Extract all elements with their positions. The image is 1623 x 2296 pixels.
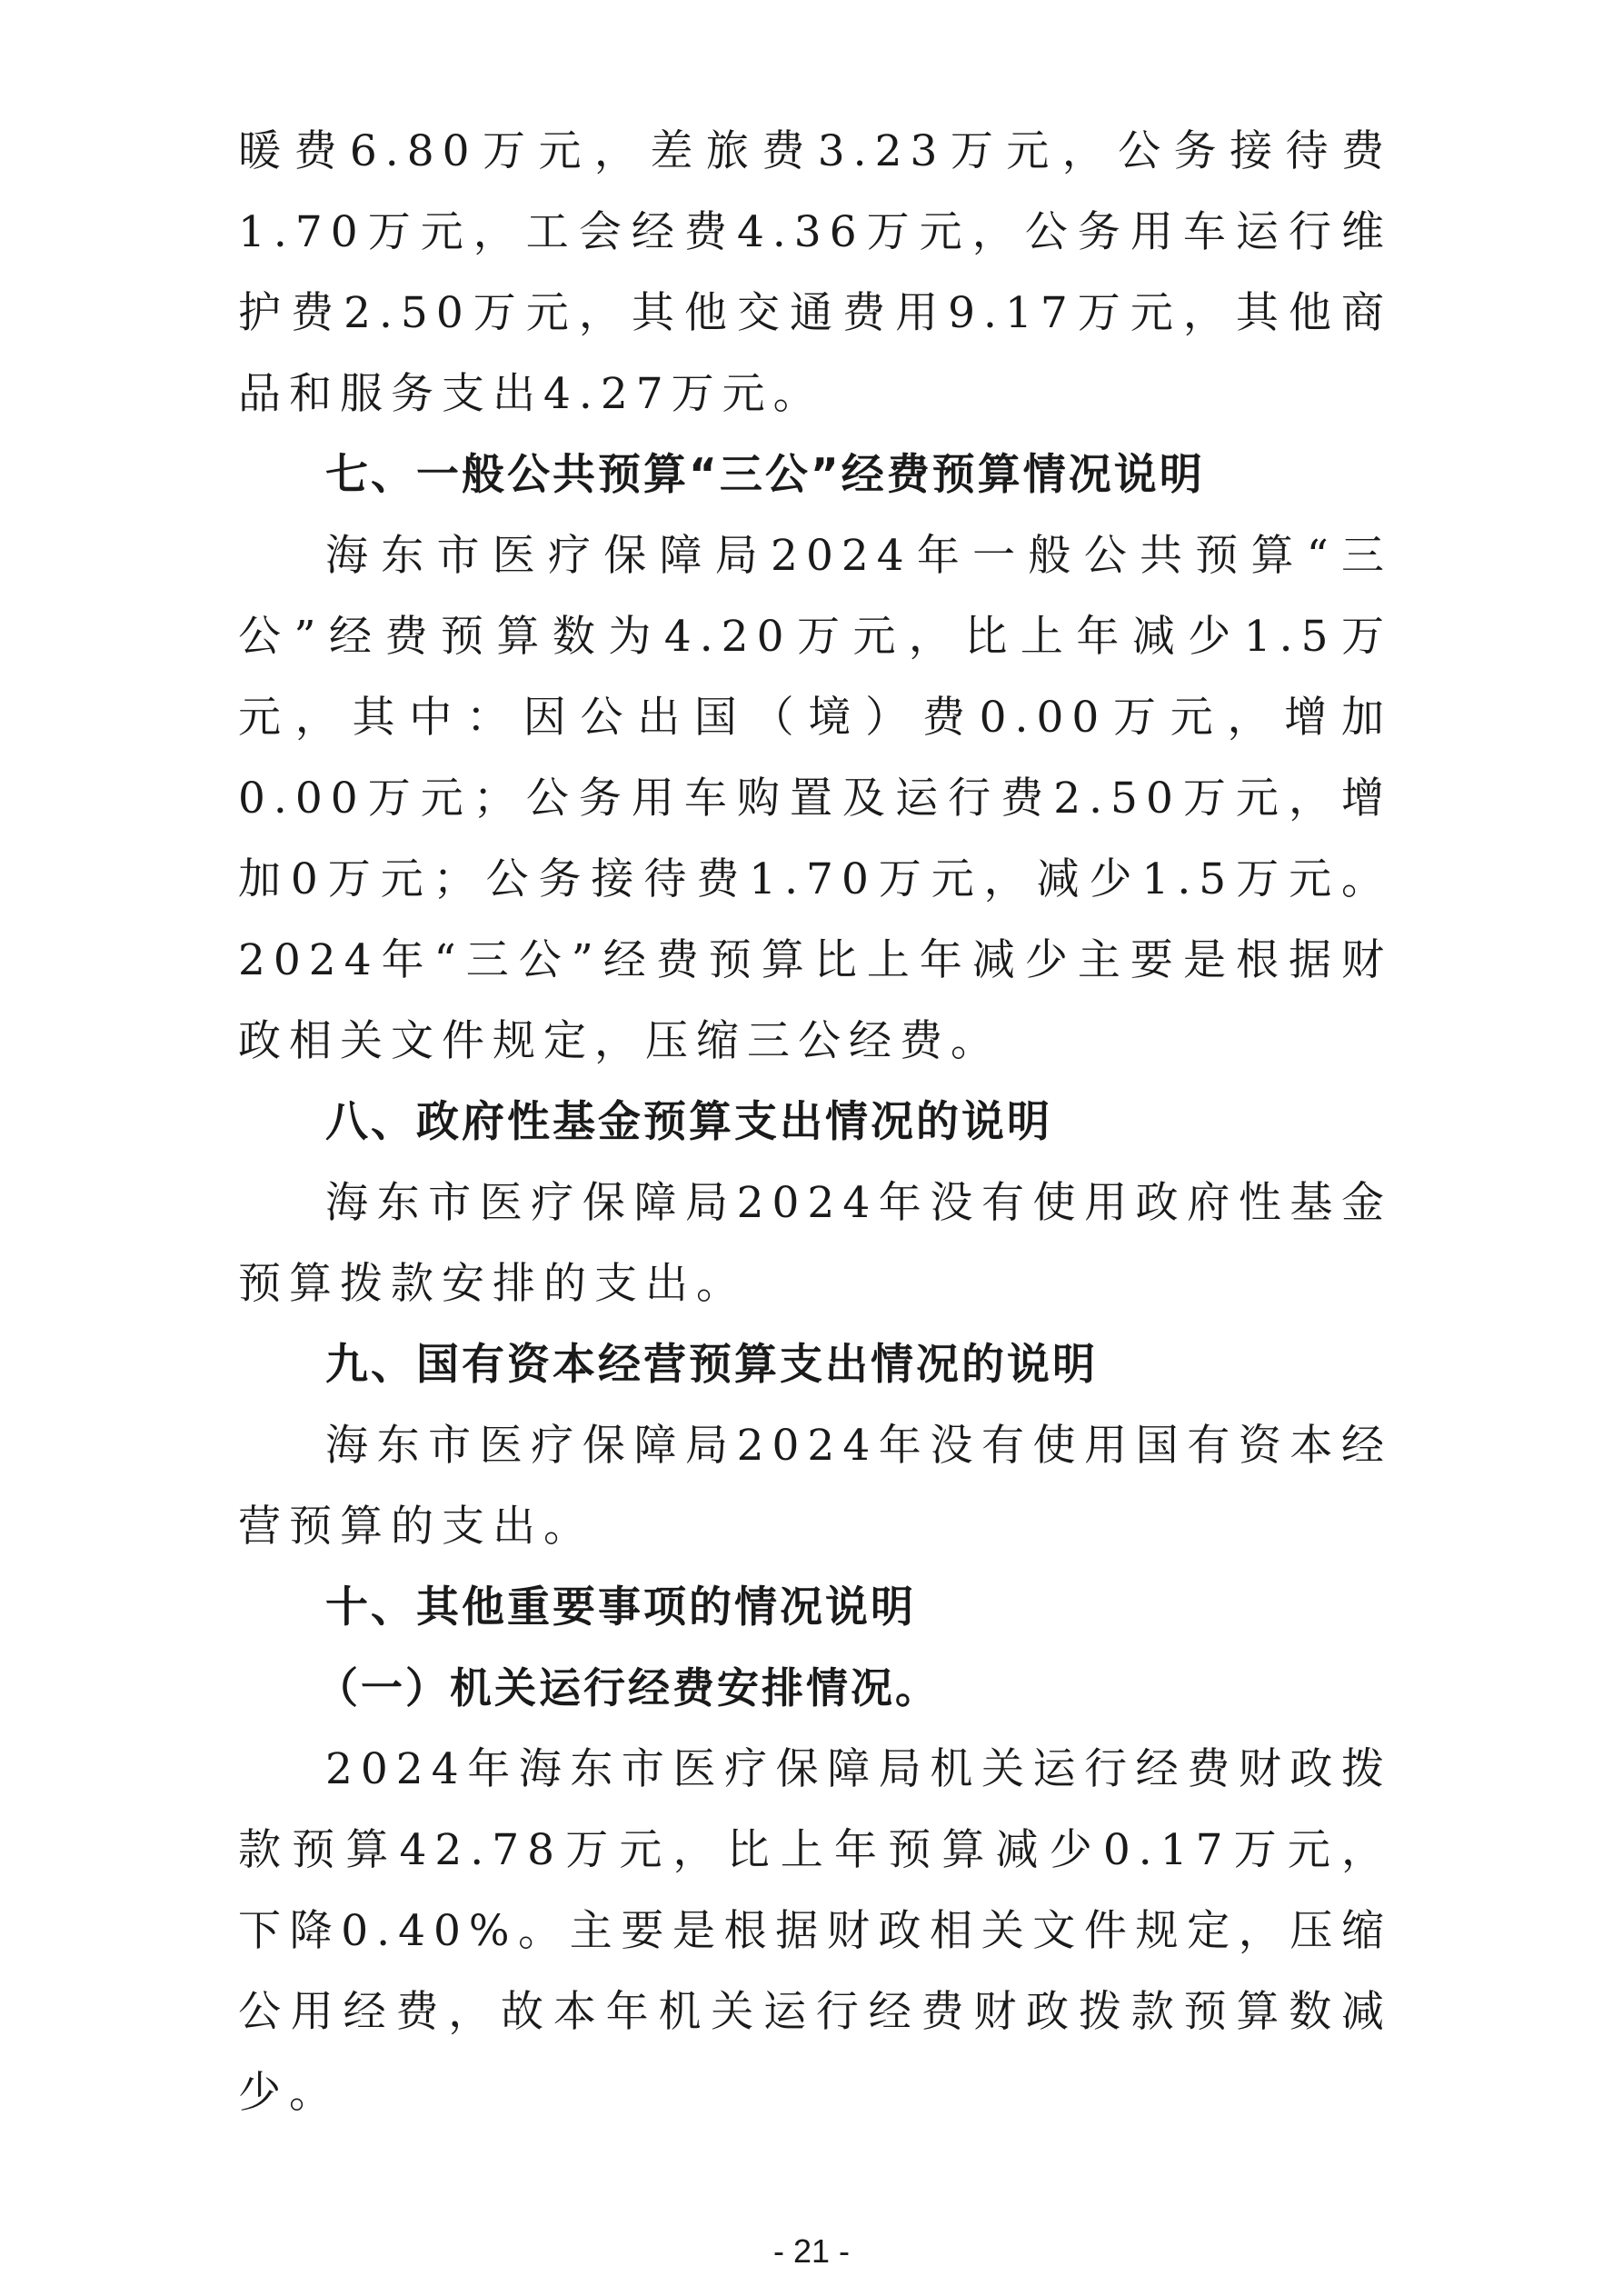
page-content <box>238 111 1392 2133</box>
section-ten-paragraph: 2024年海东市医疗保障局机关运行经费财政拨款预算42.78万元，比上年预算减少0.17万元，下降0.40%。主要是根据财政相关文件规定，压缩公用经费，故本年机关运行经费财政拨款预算数减少。 <box>238 1744 1392 2118</box>
section-heading-ten: 十、其他重要事项的情况说明 <box>325 1582 916 1632</box>
section-eight-paragraph: 海东市医疗保障局2024年没有使用政府性基金预算拨款安排的支出。 <box>238 1178 1392 1309</box>
section-heading-seven: 七、一般公共预算“三公”经费预算情况说明 <box>325 450 1205 500</box>
subsection-heading-one: （一）机关运行经费安排情况。 <box>316 1663 940 1712</box>
section-seven-paragraph: 海东市医疗保障局2024年一般公共预算“三公”经费预算数为4.20万元，比上年减少1.5万元，其中：因公出国（境）费0.00万元，增加0.00万元；公务用车购置及运行费2.50万元，增加0万元；公务接待费1.70万元，减少1.5万元。2024年“三公”经费预算比上年减少主要是根据财政相关文件规定，压缩三公经费。 <box>238 531 1392 1066</box>
page-number: - 21 - <box>772 2232 851 2270</box>
section-heading-nine: 九、国有资本经营预算支出情况的说明 <box>325 1340 1098 1390</box>
continuation-paragraph: 暖费6.80万元，差旅费3.23万元，公务接待费1.70万元，工会经费4.36万元，公务用车运行维护费2.50万元，其他交通费用9.17万元，其他商品和服务支出4.27万元。 <box>238 126 1392 419</box>
section-nine-paragraph: 海东市医疗保障局2024年没有使用国有资本经营预算的支出。 <box>238 1421 1392 1552</box>
section-heading-eight: 八、政府性基金预算支出情况的说明 <box>325 1097 1052 1147</box>
